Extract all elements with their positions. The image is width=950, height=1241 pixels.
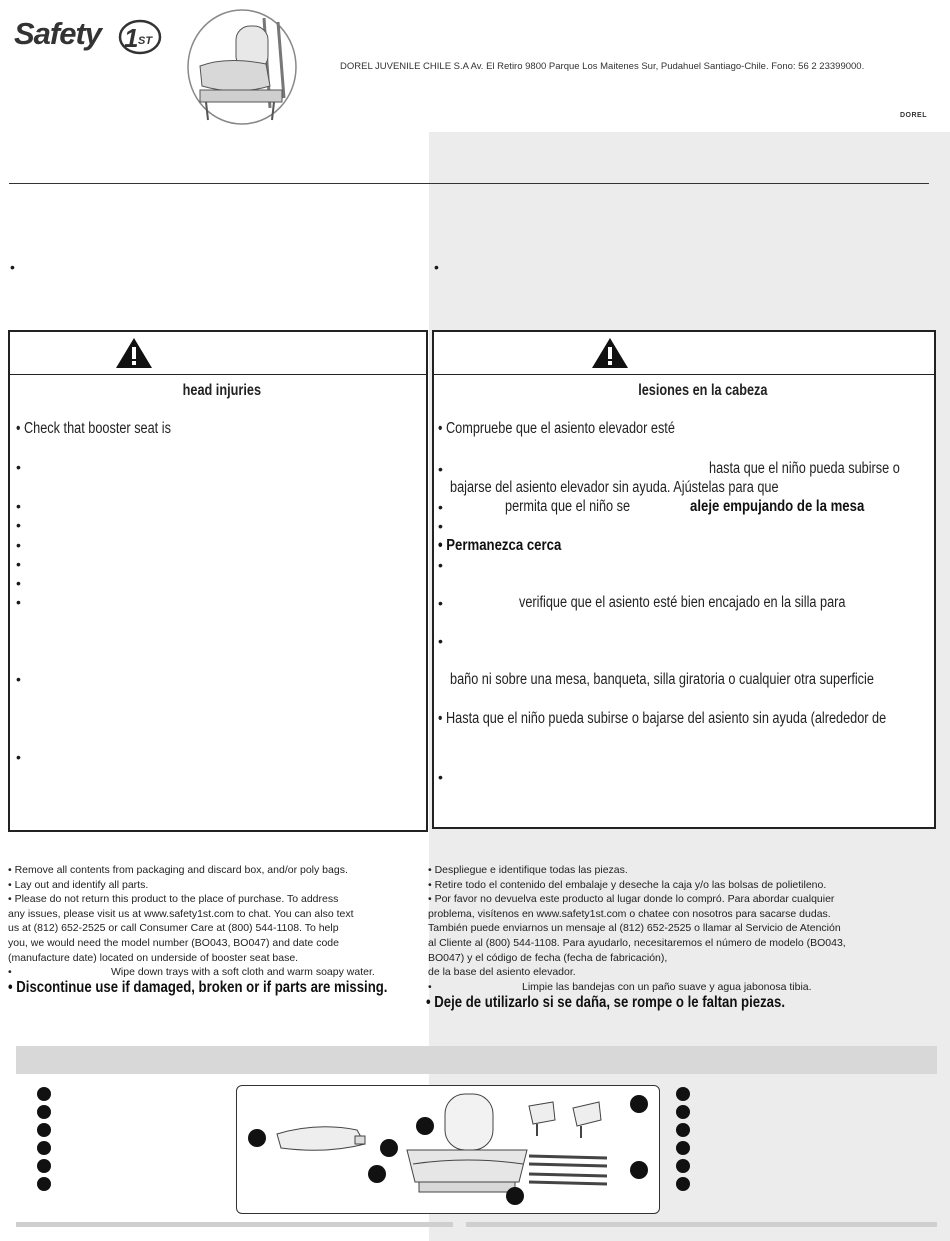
part-marker-icon	[676, 1105, 690, 1119]
part-marker-icon	[676, 1087, 690, 1101]
warning-header-english	[10, 332, 426, 375]
part-marker-icon	[37, 1177, 51, 1191]
warning-triangle-icon	[115, 337, 153, 369]
warning-en-bullet: •	[16, 517, 21, 533]
instruction-line: • Despliegue e identifique todas las piezas.	[428, 864, 628, 876]
warning-es-line2b: bajarse del asiento elevador sin ayuda. Ajústelas para que	[450, 479, 779, 496]
part-marker-icon	[37, 1087, 51, 1101]
instruction-line: • Lay out and identify all parts.	[8, 878, 149, 891]
company-address: DOREL JUVENILE CHILE S.A Av. El Retiro 9800 Parque Los Maitenes Sur, Pudahuel Santiago-Chile. Fono: 56 2 23399000.	[340, 61, 865, 72]
footer-bar-right	[466, 1222, 937, 1227]
parts-illustration-box	[236, 1085, 660, 1214]
warning-header-spanish	[434, 332, 934, 375]
part-marker-icon	[676, 1159, 690, 1173]
warning-en-bullet: •	[16, 556, 21, 572]
instruction-line: • Retire todo el contenido del embalaje y deseche la caja y/o las bolsas de polietileno.	[428, 878, 827, 891]
warning-en-bullet: •	[16, 671, 21, 687]
warning-es-bullet: •	[438, 633, 443, 649]
discontinue-warning-es: • Deje de utilizarlo si se daña, se rompe o le faltan piezas.	[426, 994, 786, 1011]
part-marker-icon	[676, 1141, 690, 1155]
instruction-line: También puede enviarnos un mensaje al (812) 652-2525 o llamar al Servicio de Atención	[428, 922, 841, 935]
head-injuries-es: lesiones en la cabeza	[638, 382, 768, 399]
warning-en-bullet: •	[16, 575, 21, 591]
instruction-line: al Cliente al (800) 544-1108. Para ayudarlo, necesitaremos el número de modelo (BO043,	[428, 937, 846, 949]
warning-en-bullet: •	[16, 498, 21, 514]
warning-es-line2a: hasta que el niño pueda subirse o	[709, 460, 900, 477]
head-injuries-en: head injuries	[182, 382, 262, 399]
instruction-line: (manufacture date) located on underside of booster seat base.	[8, 951, 299, 964]
instruction-line: • Please do not return this product to the place of purchase. To address	[8, 893, 339, 906]
warning-es-bullet: •	[438, 769, 443, 785]
warning-es-line4: • Permanezca cerca	[438, 537, 562, 554]
warning-en-bullet: •	[16, 459, 21, 475]
part-marker-icon	[676, 1123, 690, 1137]
bullet-en: •	[10, 259, 15, 275]
part-marker-icon	[37, 1105, 51, 1119]
svg-text:1: 1	[124, 23, 139, 53]
care-instruction-es: Limpie las bandejas con un paño suave y agua jabonosa tibia.	[522, 980, 812, 993]
care-bullet-es: •	[428, 980, 432, 993]
parts-header-band	[16, 1046, 937, 1074]
warning-triangle-icon	[591, 337, 629, 369]
warning-en-line1: • Check that booster seat is	[16, 420, 171, 437]
warning-box-spanish	[432, 330, 936, 829]
dorel-logo: DOREL	[900, 112, 927, 119]
instruction-line: us at (812) 652-2525 or call Consumer Care at (800) 544-1108. To help	[8, 922, 339, 935]
care-instruction-en: Wipe down trays with a soft cloth and warm soapy water.	[111, 966, 375, 979]
logo-badge-text: ST	[138, 35, 153, 47]
instruction-line: BO047) y el código de fecha (fecha de fabricación),	[428, 951, 668, 964]
part-marker-icon	[37, 1123, 51, 1137]
part-marker-icon	[676, 1177, 690, 1191]
warning-es-line7: • Hasta que el niño pueda subirse o bajarse del asiento sin ayuda (alrededor de	[438, 710, 887, 727]
warning-en-bullet: •	[16, 749, 21, 765]
warning-en-bullet: •	[16, 537, 21, 553]
instruction-line: • Remove all contents from packaging and discard box, and/or poly bags.	[8, 864, 348, 876]
warning-es-line5: verifique que el asiento esté bien encajado en la silla para	[519, 594, 846, 611]
warning-es-bullet: •	[438, 461, 443, 477]
part-marker-icon	[37, 1141, 51, 1155]
warning-es-line3a: permita que el niño se	[505, 498, 631, 515]
warning-es-bullet: •	[438, 557, 443, 573]
instruction-line: any issues, please visit us at www.safety1st.com to chat. You can also text	[8, 907, 354, 920]
warning-box-english	[8, 330, 428, 832]
parts-illustration	[237, 1086, 659, 1213]
bullet-es: •	[434, 259, 439, 275]
warning-es-bullet: •	[438, 595, 443, 611]
warning-es-line1: • Compruebe que el asiento elevador esté	[438, 420, 675, 437]
instruction-line: de la base del asiento elevador.	[428, 966, 576, 979]
warning-es-bullet: •	[438, 499, 443, 515]
instruction-line: you, we would need the model number (BO043, BO047) and date code	[8, 937, 339, 949]
warning-es-bullet: •	[438, 518, 443, 534]
discontinue-warning-en: • Discontinue use if damaged, broken or if parts are missing.	[8, 979, 388, 996]
footer-bar-left	[16, 1222, 453, 1227]
instruction-line: • Por favor no devuelva este producto al lugar donde lo compró. Para abordar cualquier	[428, 893, 835, 906]
part-marker-icon	[37, 1159, 51, 1173]
warning-en-bullet: •	[16, 594, 21, 610]
care-bullet-en: •	[8, 966, 12, 979]
warning-es-line6: baño ni sobre una mesa, banqueta, silla giratoria o cualquier otra superficie	[450, 671, 874, 688]
booster-seat-illustration	[186, 8, 298, 126]
header-divider	[9, 183, 929, 184]
warning-es-line3b: aleje empujando de la mesa	[690, 498, 865, 515]
logo-badge-icon	[118, 18, 164, 56]
safety-logo: Safety	[14, 16, 102, 51]
instruction-line: problema, visítenos en www.safety1st.com o chatee con nosotros para sacarse dudas.	[428, 907, 831, 920]
